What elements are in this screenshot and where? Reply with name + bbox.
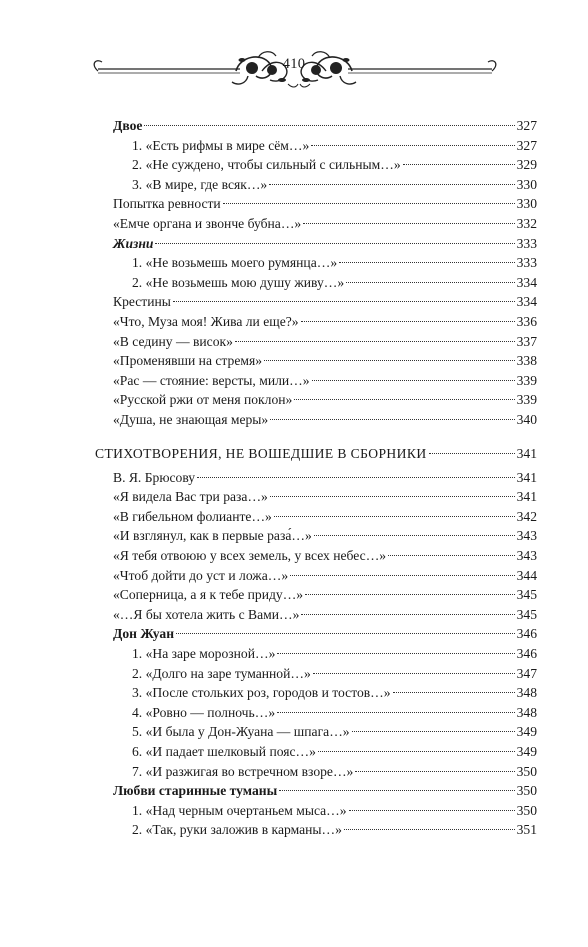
dot-leader bbox=[388, 555, 515, 556]
toc-entry-title: 2. «Так, руки заложив в карманы…» bbox=[132, 822, 342, 838]
toc-entry-title: Жизни bbox=[113, 235, 154, 251]
toc-entry-page: 330 bbox=[516, 196, 537, 212]
toc-entry bbox=[113, 507, 537, 527]
dot-leader bbox=[290, 575, 514, 576]
toc-entry bbox=[132, 801, 537, 821]
toc-entry bbox=[113, 371, 537, 391]
toc-entry-title: «Душа, не знающая меры» bbox=[113, 412, 269, 427]
dot-leader bbox=[311, 145, 514, 146]
toc-entry-page: 334 bbox=[516, 274, 537, 290]
dot-leader bbox=[393, 692, 515, 693]
toc-entry bbox=[132, 820, 537, 840]
toc-entry-title: Двое bbox=[113, 118, 143, 133]
dot-leader bbox=[155, 243, 514, 244]
toc-entry-title: 3. «В мире, где всяк…» bbox=[132, 176, 268, 192]
toc-entry-title: 1. «На заре морозной…» bbox=[132, 646, 276, 661]
toc-entry-title: Дон Жуан bbox=[113, 626, 175, 642]
toc-entry-title: «…Я бы хотела жить с Вами…» bbox=[113, 606, 300, 622]
dot-leader bbox=[173, 301, 515, 302]
dot-leader bbox=[301, 614, 514, 615]
toc-entry bbox=[132, 253, 537, 273]
dot-leader bbox=[352, 731, 515, 732]
toc-entry bbox=[113, 585, 537, 605]
toc-entry-title: 4. «Ровно — полночь…» bbox=[132, 704, 276, 720]
toc-entry bbox=[132, 273, 537, 293]
dot-leader bbox=[144, 125, 514, 126]
toc-entry-page: 346 bbox=[516, 646, 537, 661]
toc-entry bbox=[113, 410, 537, 430]
toc-entry-title: 1. «Не возьмешь моего румянца…» bbox=[132, 255, 338, 271]
toc-entry-page: 337 bbox=[516, 333, 537, 349]
toc-entry-page: 350 bbox=[516, 802, 537, 818]
toc-entry bbox=[132, 762, 537, 782]
toc-entry-page: 344 bbox=[516, 567, 537, 583]
toc-entry bbox=[113, 214, 537, 234]
dot-leader bbox=[403, 164, 515, 165]
toc-entry-page: 346 bbox=[516, 626, 537, 642]
dot-leader bbox=[314, 535, 515, 536]
toc-entry-title: «Что, Муза моя! Жива ли еще?» bbox=[113, 314, 299, 329]
toc-entry bbox=[113, 781, 537, 801]
toc-entry bbox=[113, 194, 537, 214]
toc-entry bbox=[113, 116, 537, 136]
toc-entry bbox=[113, 351, 537, 371]
toc-entry bbox=[113, 605, 537, 625]
dot-leader bbox=[277, 653, 514, 654]
toc-entry-title: СТИХОТВОРЕНИЯ, НЕ ВОШЕДШИЕ В СБОРНИКИ bbox=[95, 445, 427, 461]
toc-entry-page: 330 bbox=[516, 176, 537, 192]
dot-leader bbox=[339, 262, 514, 263]
dot-leader bbox=[294, 399, 514, 400]
toc-entry bbox=[132, 155, 537, 175]
toc-entry-page: 341 bbox=[516, 469, 537, 485]
toc-entry-title: 6. «И падает шелковый пояс…» bbox=[132, 744, 316, 759]
toc-entry-title: 2. «Долго на заре туманной…» bbox=[132, 665, 311, 681]
toc-entry-title: «И взглянул, как в первые раза́…» bbox=[113, 528, 312, 544]
dot-leader bbox=[346, 282, 514, 283]
toc-entry bbox=[132, 703, 537, 723]
toc-entry-title: 2. «Не возьмешь мою душу живу…» bbox=[132, 274, 345, 290]
toc-entry-page: 336 bbox=[516, 314, 537, 329]
toc-entry-page: 348 bbox=[516, 685, 537, 701]
toc-entry bbox=[132, 722, 537, 742]
dot-leader bbox=[279, 790, 514, 791]
toc-entry-title: «Я тебя отвоюю у всех земель, у всех небес…» bbox=[113, 548, 387, 563]
dot-leader bbox=[303, 223, 514, 224]
toc-entry bbox=[113, 234, 537, 254]
toc-entry bbox=[113, 332, 537, 352]
toc-entry bbox=[113, 624, 537, 644]
toc-entry bbox=[132, 136, 537, 156]
dot-leader bbox=[197, 477, 515, 478]
toc-entry bbox=[132, 664, 537, 684]
toc-entry-title: «Русской ржи от меня поклон» bbox=[113, 392, 293, 408]
toc-entry-page: 348 bbox=[516, 704, 537, 720]
toc-entry-page: 349 bbox=[516, 724, 537, 740]
toc-entry-page: 343 bbox=[516, 528, 537, 544]
toc-entry-title: «Рас — стояние: версты, мили…» bbox=[113, 372, 310, 388]
toc-entry-title: 5. «И была у Дон-Жуана — шпага…» bbox=[132, 724, 350, 740]
toc-entry-title: В. Я. Брюсову bbox=[113, 469, 196, 485]
toc-entry-title: «В седину — висок» bbox=[113, 333, 233, 349]
toc-entry bbox=[132, 742, 537, 762]
page-header bbox=[0, 44, 588, 94]
toc-entry bbox=[113, 487, 537, 507]
toc-entry bbox=[132, 683, 537, 703]
toc-entry-title: 3. «После стольких роз, городов и тостов…» bbox=[132, 685, 391, 701]
toc-entry-title: «Соперница, а я к тебе приду…» bbox=[113, 587, 304, 603]
dot-leader bbox=[349, 810, 515, 811]
toc-entry bbox=[132, 644, 537, 664]
toc-entry-page: 349 bbox=[516, 744, 537, 759]
toc-entry-page: 351 bbox=[516, 822, 537, 838]
page-number: 410 bbox=[282, 56, 306, 72]
dot-leader bbox=[269, 184, 514, 185]
toc-entry bbox=[113, 312, 537, 332]
toc-entry-page: 329 bbox=[516, 157, 537, 173]
toc-entry-page: 350 bbox=[516, 783, 537, 799]
toc-entry-page: 350 bbox=[516, 763, 537, 779]
toc-entry-page: 338 bbox=[516, 353, 537, 369]
toc-entry-page: 334 bbox=[516, 294, 537, 310]
toc-entry-title: 2. «Не суждено, чтобы сильный с сильным…» bbox=[132, 157, 401, 173]
toc-entry-page: 341 bbox=[516, 445, 537, 461]
dot-leader bbox=[312, 380, 515, 381]
toc-entry-title: «Чтоб дойти до уст и ложа…» bbox=[113, 567, 289, 583]
toc-entry-page: 327 bbox=[516, 118, 537, 133]
dot-leader bbox=[344, 829, 515, 830]
toc-entry-title: 1. «Есть рифмы в мире сём…» bbox=[132, 137, 310, 153]
dot-leader bbox=[355, 771, 514, 772]
dot-leader bbox=[301, 321, 515, 322]
toc-entry-title: 7. «И разжигая во встречном взоре…» bbox=[132, 763, 354, 779]
toc-entry-page: 332 bbox=[516, 216, 537, 231]
toc-entry bbox=[113, 390, 537, 410]
toc-entry-page: 339 bbox=[516, 392, 537, 408]
toc-entry bbox=[113, 292, 537, 312]
toc-entry-page: 345 bbox=[516, 606, 537, 622]
dot-leader bbox=[223, 203, 515, 204]
toc-entry-page: 341 bbox=[516, 489, 537, 505]
toc-entry-page: 345 bbox=[516, 587, 537, 603]
toc-entry bbox=[132, 175, 537, 195]
toc-entry-page: 339 bbox=[516, 372, 537, 388]
dot-leader bbox=[270, 419, 514, 420]
dot-leader bbox=[274, 516, 515, 517]
toc-entry-page: 342 bbox=[516, 508, 537, 524]
toc-entry bbox=[113, 546, 537, 566]
toc-entry-page: 343 bbox=[516, 548, 537, 563]
dot-leader bbox=[264, 360, 515, 361]
dot-leader bbox=[277, 712, 514, 713]
toc-entry-page: 327 bbox=[516, 137, 537, 153]
toc-entry-title: Попытка ревности bbox=[113, 196, 221, 212]
toc-entry-title: 1. «Над черным очертаньем мыса…» bbox=[132, 802, 347, 818]
toc-entry-page: 333 bbox=[516, 255, 537, 271]
toc-entry-title: Любви старинные туманы bbox=[113, 783, 278, 799]
toc-entry-page: 340 bbox=[516, 412, 537, 427]
toc-entry-page: 333 bbox=[516, 235, 537, 251]
dot-leader bbox=[270, 496, 515, 497]
dot-leader bbox=[235, 341, 515, 342]
toc-entry-page: 347 bbox=[516, 665, 537, 681]
toc-entry-title: «В гибельном фолианте…» bbox=[113, 508, 272, 524]
toc-section-heading bbox=[95, 444, 537, 464]
toc-entry bbox=[113, 468, 537, 488]
dot-leader bbox=[429, 453, 515, 454]
toc-entry-title: «Променявши на стремя» bbox=[113, 353, 263, 369]
toc-entry bbox=[113, 566, 537, 586]
dot-leader bbox=[305, 594, 515, 595]
dot-leader bbox=[313, 673, 515, 674]
dot-leader bbox=[318, 751, 515, 752]
toc-entry-title: Крестины bbox=[113, 294, 171, 310]
toc-entry-title: «Емче органа и звонче бубна…» bbox=[113, 216, 302, 231]
dot-leader bbox=[176, 633, 515, 634]
toc-entry-title: «Я видела Вас три раза…» bbox=[113, 489, 268, 505]
toc-entry bbox=[113, 526, 537, 546]
